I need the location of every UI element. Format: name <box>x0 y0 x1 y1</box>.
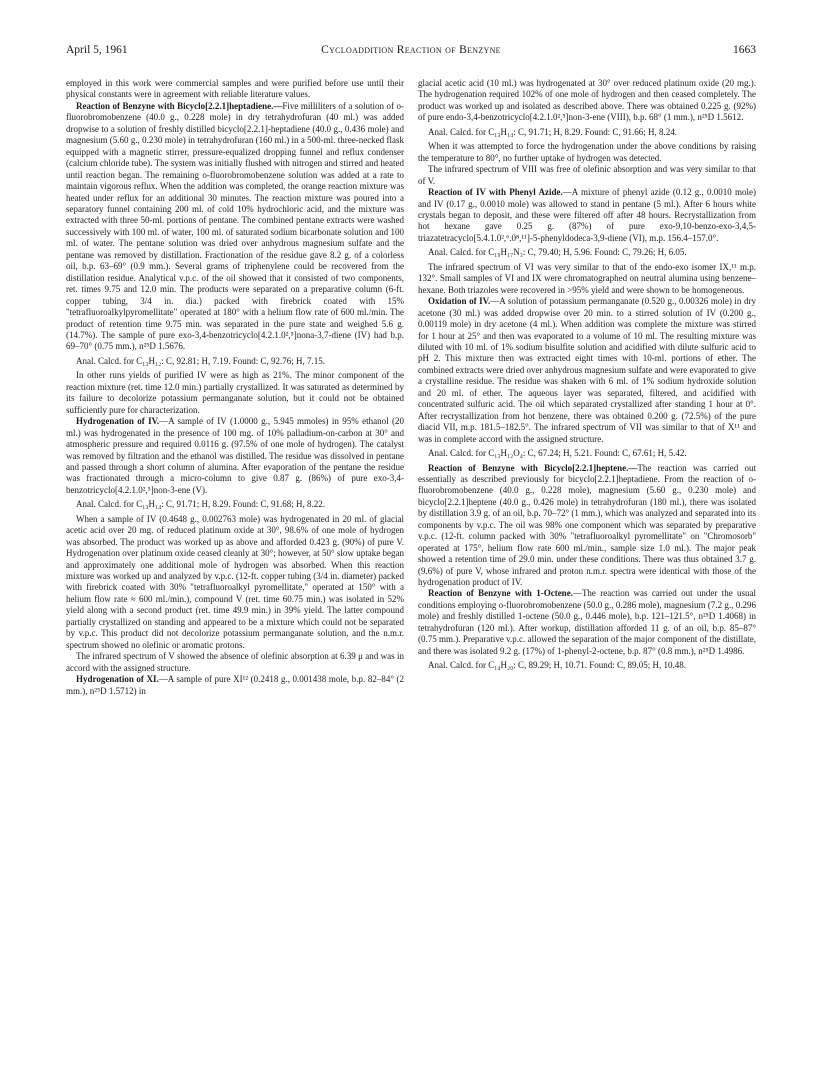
paragraph: The infrared spectrum of V showed the absence of olefinic absorption at 6.39 μ and was in accord with the assigned structure. <box>66 651 404 673</box>
analysis-line: Anal. Calcd. for C₁₃H₁₄: C, 91.71; H, 8.29. Found: C, 91.66; H, 8.24. <box>428 126 678 137</box>
paragraph <box>418 588 756 657</box>
paragraph <box>418 463 756 589</box>
paragraph: glacial acetic acid (10 ml.) was hydrogenated at 30° over reduced platinum oxide (20 mg.). The hydrogenation required 102% of one mole of hydrogen and then ceased completely. The product was worked up and isolated as described above. There was obtained 0.225 g. (92%) of pure endo-3,4-benzotricyclo[4.2.1.0²,⁵]non-3-ene (VIII), b.p. 68° (1 mm.), n²⁵D 1.5612. <box>418 78 756 123</box>
section-heading: Hydrogenation of XI. <box>76 674 159 685</box>
paragraph-text: —A sample of IV (1.0000 g., 5.945 mmoles) in 95% ethanol (20 ml.) was hydrogenated in the presence of 100 mg. of 10% palladium-on-carbon at 30° and atmospheric pressure and required 0.0116 g. (97.5% of one mole of hydrogen). The catalyst was removed by filtration and the ethanol was distilled. The residue was dissolved in pentane and passed through a short column of alumina. After evaporation of the pentane the residue was fractionated through a micro-column to give 0.87 g. (86%) of pure exo-3,4-benzotricyclo[4.2.1.0²,⁵]non-3-ene (V). <box>66 416 404 495</box>
section-heading: Reaction of Benzyne with Bicyclo[2.2.1]heptadiene.— <box>76 100 283 111</box>
analysis-line: Anal. Calcd. for C₁₃H₁₂O₄: C, 67.24; H, 5.21. Found: C, 67.61; H, 5.42. <box>428 448 687 459</box>
analysis-line: Anal. Calcd. for C₁₃H₁₂: C, 92.81; H, 7.19. Found: C, 92.76; H, 7.15. <box>76 355 326 366</box>
paragraph: employed in this work were commercial samples and were purified before use until their physical constants were in agreement with reliable literature values. <box>66 78 404 100</box>
section-heading: Reaction of Benzyne with Bicyclo[2.2.1]heptene.— <box>428 462 638 473</box>
section-heading: Oxidation of IV. <box>428 296 491 307</box>
analysis-line: Anal. Calcd. for C₁₉H₁₇N₃: C, 79.40; H, 5.96. Found: C, 79.26; H, 6.05. <box>428 247 687 258</box>
page-header <box>66 44 756 60</box>
header-date: April 5, 1961 <box>66 44 128 56</box>
paragraph-text: —A mixture of phenyl azide (0.12 g., 0.0010 mole) and IV (0.17 g., 0.0010 mole) was allowed to stand in pentane (5 ml.). After 6 hours white crystals began to deposit, and these were filtered off after 48 hours. Recrystallization from hot hexane gave 0.25 g. (87%) of pure exo-9,10-benzo-exo-3,4,5-triazatetracyclo[5.4.1.0²,⁶.0⁸,¹¹]-5-phenyldodeca-3,9-diene (VI), m.p. 156.4–157.0°. <box>418 187 756 243</box>
paragraph: In other runs yields of purified IV were as high as 21%. The minor component of the reaction mixture (ret. time 12.0 min.) partially crystallized. It was saturated as determined by its failure to decolorize potassium permanganate solution, but it could not be obtained sufficiently pure for characterization. <box>66 370 404 415</box>
left-column <box>66 78 404 697</box>
paragraph <box>66 674 404 697</box>
analysis-line: Anal. Calcd. for C₁₃H₁₄: C, 91.71; H, 8.29. Found: C, 91.68; H, 8.22. <box>76 499 326 510</box>
analysis-line: Anal. Calcd. for C₁₄H₂₀: C, 89.29; H, 10.71. Found: C, 89.05; H, 10.48. <box>428 660 687 671</box>
page-number: 1663 <box>733 44 756 56</box>
section-heading: Reaction of IV with Phenyl Azide. <box>428 187 563 198</box>
paragraph <box>66 416 404 496</box>
paragraph: The infrared spectrum of VI was very similar to that of the endo-exo isomer IX,¹¹ m.p. 132°. Small samples of VI and IX were chromatographed on neutral alumina using benzene–hexane. Both triazoles were recovered in >95% yield and were shown to be homogeneous. <box>418 261 756 295</box>
paragraph: The infrared spectrum of VIII was free of olefinic absorption and was very similar to that of V. <box>418 164 756 186</box>
running-title: Cycloaddition Reaction of Benzyne <box>321 44 501 56</box>
paragraph-text: Five milliliters of a solution of o-fluorobromobenzene (40.0 g., 0.228 mole) in dry tetrahydrofuran (40 ml.) was added dropwise to a solution of freshly distilled bicyclo[2.2.1]-heptadiene (40.0 g., 0.436 mole) and magnesium (5.60 g., 0.230 mole) in tetrahydrofuran (160 ml.) in a 500-ml. three-necked flask equipped with a magnetic stirrer, pressure-equalized dropping funnel and reflux condenser (calcium chloride tube). The system was initially flushed with nitrogen and stirred and heated until reaction began. The remaining o-fluorobromobenzene solution was added at a rate to maintain vigorous reflux. When the addition was completed, the orange reaction mixture was heated under reflux for an additional 30 minutes. The reaction mixture was poured into a separatory funnel containing 200 ml. of cold 10% hydrochloric acid, and the mixture was extracted with three 50-ml. portions of pentane. The combined pentane extracts were washed successively with 100 ml. of water, 100 ml. of saturated sodium bicarbonate solution and 100 ml. of water. The pentane solution was dried over anhydrous magnesium sulfate and the pentane was removed by distillation. Fractionation of the residue gave 8.2 g. of a colorless oil, b.p. 63–69° (0.9 mm.). Several grams of triphenylene could be recovered from the distillation residue. Analytical v.p.c. of the oil showed that it consisted of two components, ret. times 9.75 and 12.0 min. The products were separated on a preparative column (6-ft. copper tubing, 3/4 in. dia.) packed with firebrick coated with 15% "tetrafluoroalkylpyromellitate" operated at 180° with a helium flow rate of 600 ml./min. The product of retention time 9.75 min. was separated in the pure state and weighed 5.6 g. (14.7%). The sample of pure exo-3,4-benzotricyclo[4.2.1.0²,⁵]nona-3,7-diene (IV) had b.p. 69–70° (0.75 mm.), n²⁵D 1.5676. <box>66 100 404 352</box>
paragraph <box>418 187 756 244</box>
paragraph: When it was attempted to force the hydrogenation under the above conditions by raising the temperature to 80°, no further uptake of hydrogen was detected. <box>418 141 756 163</box>
paragraph-text: The reaction was carried out essentially as described previously for bicyclo[2.2.1]heptadiene. From the reaction of o-fluorobromobenzene (40.0 g., 0.228 mole), magnesium (5.60 g., 0.230 mole) and bicyclo[2.2.1]heptene (40.0 g., 0.426 mole) in tetrahydrofuran (180 ml.), there was isolated by distillation 3.9 g. of an oil, b.p. 70–72° (1 mm.), which was analyzed and separated into its components by v.p.c. The oil was 98% one component which was separated by preparative v.p.c. (12-ft. column packed with 30% "tetrafluoroalkyl pyromellitate" on "Chromosorb" operated at 175°, helium flow rate 600 ml./min., sample size 1.0 ml.). The major peak showed a retention time of 29.0 min. under these conditions. There was thus obtained 3.7 g. (9.6%) of pure V, whose infrared and proton n.m.r. spectra were identical with those of the hydrogenation product of IV. <box>418 462 756 588</box>
paragraph: When a sample of IV (0.4648 g., 0.002763 mole) was hydrogenated in 20 ml. of glacial acetic acid over 20 mg. of reduced platinum oxide at 30°, 98.6% of one mole of hydrogen was absorbed. The product was worked up as above and afforded 0.423 g. (90%) of pure V. Hydrogenation over platinum oxide ceased cleanly at 30°; however, at 50° slow uptake began and approximately one additional mole of hydrogen was absorbed. When this reaction mixture was worked up and analyzed by v.p.c. (12-ft. copper tubing (3/4 in. diameter) packed with firebrick coated with 30% "tetrafluoroalkyl pyromellitate," operated at 150° with a helium flow rate ≈ 600 ml./min.), compound V (ret. time 60.75 min.) was isolated in 52% yield along with a second product (ret. time 49.9 min.) in 39% yield. The latter compound partially crystallized on standing and appeared to be a mixture which could not be separated by v.p.c. This product did not decolorize potassium permanganate solution, and the n.m.r. spectrum showed no olefinic or aromatic protons. <box>66 513 404 650</box>
section-heading: Reaction of Benzyne with 1-Octene. <box>428 588 573 599</box>
right-column <box>418 78 756 672</box>
paragraph <box>66 101 404 353</box>
paragraph-text: —The reaction was carried out under the usual conditions employing o-fluorobromobenzene (50.0 g., 0.286 mole), magnesium (7.2 g., 0.296 mole) and freshly distilled 1-octene (50.0 g., 0.446 mole), b.p. 121–121.5°, n²⁵D 1.4068) in tetrahydrofuran (120 ml.). After workup, distillation afforded 11 g. of an oil, b.p. 85–87° (0.75 mm.). Preparative v.p.c. allowed the separation of the major component of the distillate, and there was isolated 9.2 g. (17%) of 1-phenyl-2-octene, b.p. 87° (0.8 mm.), n²⁵D 1.4986. <box>418 588 756 656</box>
paragraph-text: —A solution of potassium permanganate (0.520 g., 0.00326 mole) in dry acetone (30 ml.) was added dropwise over 20 min. to a stirred solution of IV (0.200 g., 0.00119 mole) in dry acetone (4 ml.). When addition was complete the mixture was stirred for 1 hour at 25° and then was evaporated to a volume of 10 ml. The resulting mixture was diluted with 10 ml. of 1% sodium bisulfite solution and acidified with dilute sulfuric acid to pH 2. This mixture then was extracted eight times with 10-ml. portions of ether. The combined extracts were dried over anhydrous magnesium sulfate and were evaporated to give a crystalline residue. The residue was shaken with 6 ml. of 1% sodium hydroxide solution and 20 ml. of ether. The aqueous layer was separated, filtered, and acidified with concentrated sulfuric acid. The oil which separated crystallized after standing 1 hour at 0°. After recrystallization from hot benzene, there was obtained 0.200 g. (72.5%) of the pure diacid VII, m.p. 181.5–182.5°. The infrared spectrum of VII was similar to that of X¹¹ and was in complete accord with the assigned structure. <box>418 296 756 444</box>
section-heading: Hydrogenation of IV. <box>76 416 160 427</box>
paragraph-text: —A sample of pure XI¹² (0.2418 g., 0.001438 mole, b.p. 82–84° (2 mm.), n²⁵D 1.5712) in <box>66 674 405 696</box>
paragraph <box>418 296 756 445</box>
